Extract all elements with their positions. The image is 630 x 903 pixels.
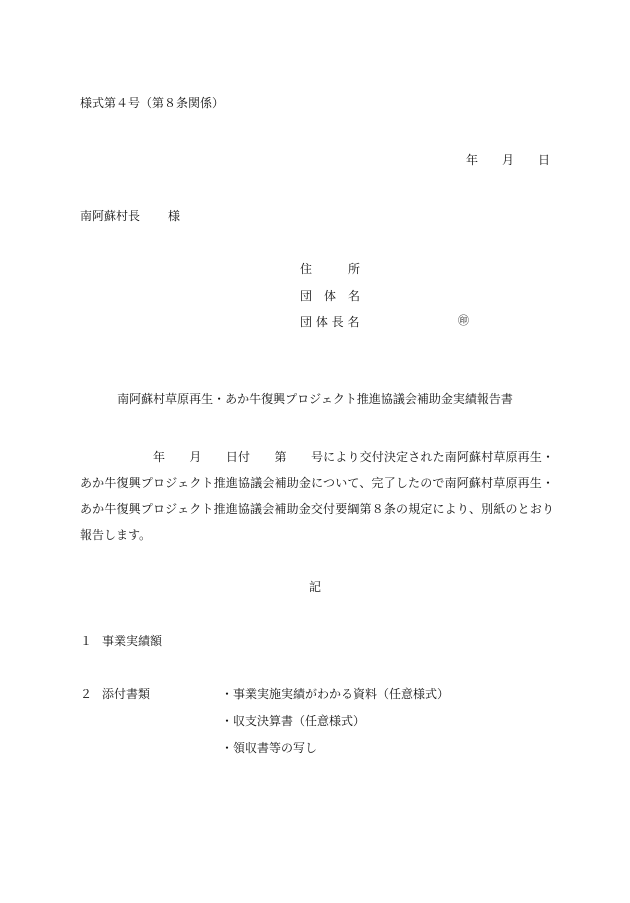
item-attachments	[80, 688, 150, 700]
ki-heading: 記	[308, 580, 321, 594]
item-number: １	[80, 634, 93, 648]
report-body: 年 月 日付 第 号により交付決定された南阿蘇村草原再生・あか牛復興プロジェクト推進協議会補助金について、完了したので南阿蘇村草原再生・あか牛復興プロジェクト推進協議会補助金交付要綱第８条の規定により、別紙のとおり報告します。	[80, 450, 554, 542]
item-number: ２	[80, 687, 93, 701]
seal-mark: ㊞	[458, 314, 469, 327]
sender-representative-label: 団 体 長 名	[300, 315, 360, 329]
attachment-item: ・事業実施実績がわかる資料（任意様式）	[221, 687, 450, 701]
addressee-honorific: 様	[168, 209, 181, 223]
form-number: 様式第４号（第８条関係）	[80, 96, 225, 110]
attachment-item: ・収支決算書（任意様式）	[221, 714, 366, 728]
date-line: 年 月 日	[465, 153, 550, 167]
document-title: 南阿蘇村草原再生・あか牛復興プロジェクト推進協議会補助金実績報告書	[117, 392, 513, 406]
item-label: 事業実績額	[102, 634, 163, 648]
sender-group-name-label: 団 体 名	[300, 289, 361, 303]
addressee	[80, 210, 180, 222]
attachment-item: ・領収書等の写し	[221, 741, 318, 755]
addressee-name: 南阿蘇村長	[80, 209, 141, 223]
sender-address-label: 住 所	[300, 262, 361, 276]
item-label: 添付書類	[102, 687, 151, 701]
item-actual-amount	[80, 635, 162, 647]
